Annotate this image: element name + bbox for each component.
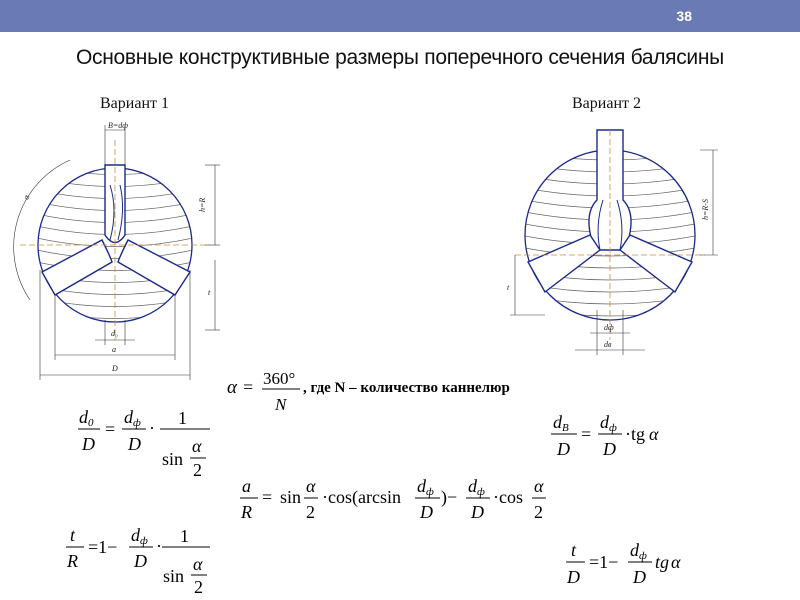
svg-text:t: t [571,540,577,560]
v1-dim-t: t [208,288,211,297]
svg-text:dф: dф [468,476,485,498]
svg-text:=: = [581,424,592,444]
v1-dim-d0: d₀ [111,329,118,338]
v2-dim-dv: dв [604,340,612,349]
svg-text:sin: sin [162,449,184,469]
svg-text:D: D [633,567,646,587]
svg-text:sin: sin [280,487,302,507]
v1-dim-alpha: α [21,193,32,201]
svg-text:D: D [567,567,580,587]
svg-text:R: R [67,551,78,571]
svg-text:2: 2 [534,502,543,522]
svg-text:2: 2 [306,502,315,522]
svg-text:D: D [420,502,433,522]
svg-text:D: D [134,551,147,571]
v2-dim-t: t [507,283,510,292]
formula-alpha [227,369,510,414]
svg-text:α: α [534,476,544,496]
svg-text:t: t [70,525,76,545]
svg-text:α: α [193,554,203,574]
formula-alpha-text: , где N – количество каннелюр [303,380,510,396]
svg-text:=1−: =1− [589,552,619,572]
svg-text:2: 2 [193,460,202,480]
svg-text:360°: 360° [263,369,296,388]
formula-t-R [66,525,210,597]
v2-dim-h: h=R-S [701,199,710,220]
svg-text:=: = [262,487,273,507]
svg-text:·tg: ·tg [625,424,645,444]
svg-text:D: D [128,434,141,454]
variant2-label: Вариант 2 [572,95,641,112]
v1-dim-D: D [112,364,118,373]
formula-t-D [566,540,681,587]
svg-text:dф: dф [600,412,617,434]
svg-text:dB: dB [553,412,569,434]
variant2-cross-section [507,130,718,355]
svg-text:dф: dф [131,525,148,547]
svg-text:a: a [242,476,251,496]
svg-text:tg: tg [655,552,670,572]
svg-text:·cos: ·cos [493,487,523,507]
svg-text:R: R [241,502,252,522]
variant1-cross-section [14,121,220,380]
slide-title: Основные конструктивные размеры поперечного сечения балясины [76,46,724,69]
svg-text:dф: dф [124,407,141,429]
svg-text:α: α [306,476,316,496]
svg-text:dф: dф [630,540,647,562]
slide-number: 38 [676,8,692,24]
svg-text:=: = [243,377,254,397]
svg-text:=: = [105,419,116,439]
svg-text:α: α [649,424,659,444]
svg-text:d0: d0 [79,407,94,429]
svg-text:D: D [557,439,570,459]
svg-text:α: α [192,436,202,456]
formula-dB [551,412,659,459]
svg-text:D: D [603,439,616,459]
svg-text:N: N [275,395,287,414]
svg-text:D: D [82,434,95,454]
svg-text:·: · [149,418,155,438]
formula-a [240,476,546,522]
svg-text:α: α [671,552,681,572]
svg-text:dф: dф [417,476,434,498]
svg-text:D: D [471,502,484,522]
svg-text:=1−: =1− [88,537,118,557]
svg-text:·: · [156,536,162,556]
variant1-label: Вариант 1 [100,95,169,112]
svg-text:α: α [227,377,237,398]
svg-text:1: 1 [178,408,187,428]
svg-text:1: 1 [180,526,189,546]
v2-dim-df: dф [604,323,614,332]
svg-text:sin: sin [163,566,185,586]
formula-d0 [78,407,210,480]
v1-dim-a: a [112,345,116,354]
svg-text:)−: )− [441,487,458,507]
v1-dim-b: B=dф [108,121,128,130]
svg-text:·cos(arcsin: ·cos(arcsin [322,487,401,507]
v1-dim-h: h=R [198,197,207,212]
svg-text:2: 2 [194,577,203,597]
